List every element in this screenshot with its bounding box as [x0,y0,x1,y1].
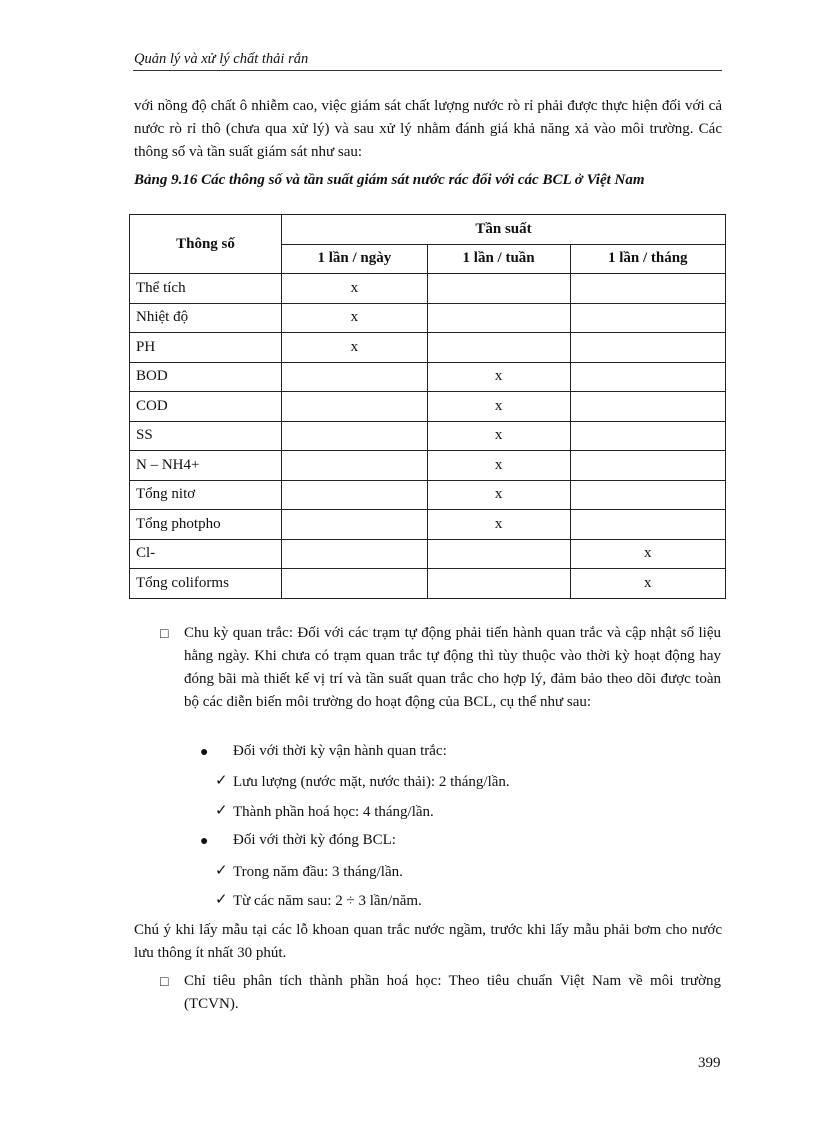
intro-paragraph: với nồng độ chất ô nhiễm cao, việc giám sát chất lượng nước rò rỉ phải được thực hiện đối với cả nước rò rỉ thô (chưa qua xử lý) và sau xử lý nhằm đánh giá khả năng xả vào môi trường. Các thông số và tần suất giám sát như sau: [134,98,722,160]
bullet-dot-icon: ● [200,745,209,760]
box-bullet-icon: □ [160,975,169,990]
freq-cell [282,451,428,481]
table-row [130,421,726,451]
freq-cell [570,510,725,540]
freq-header: Tần suất [282,215,726,245]
checkmark-icon: ✓ [215,773,228,789]
running-header [133,50,722,71]
table-row [130,303,726,333]
sub1-item: Thành phần hoá học: 4 tháng/lần. [233,804,434,820]
param-name: Tổng coliforms [130,569,282,599]
freq-cell: x [427,451,570,481]
param-name: Tổng photpho [130,510,282,540]
freq-cell [282,421,428,451]
table-row [130,451,726,481]
table-row [130,539,726,569]
freq-cell [282,510,428,540]
param-name: BOD [130,362,282,392]
freq-cell [570,480,725,510]
param-name: N – NH4+ [130,451,282,481]
param-name: Tổng nitơ [130,480,282,510]
param-name: PH [130,333,282,363]
table-row [130,392,726,422]
freq-cell [570,451,725,481]
checkmark-icon: ✓ [215,803,228,819]
sub2-title: Đối với thời kỳ đóng BCL: [233,832,396,848]
freq-cell [570,362,725,392]
table-caption: Bảng 9.16 Các thông số và tần suất giám sát nước rác đối với các BCL ở Việt Nam [134,172,645,188]
sub2-item: Từ các năm sau: 2 ÷ 3 lần/năm. [233,893,422,909]
freq-col-header: 1 lần / ngày [282,244,428,274]
freq-cell: x [282,303,428,333]
freq-cell [427,333,570,363]
freq-cell [427,303,570,333]
sub2-item: Trong năm đầu: 3 tháng/lần. [233,864,403,880]
sub1-item: Lưu lượng (nước mặt, nước thải): 2 tháng/lần. [233,774,510,790]
freq-cell [570,421,725,451]
freq-cell: x [427,392,570,422]
bullet1-text: Chu kỳ quan trắc: Đối với các trạm tự động phải tiến hành quan trắc và cập nhật số liệu hằng ngày. Khi chưa có trạm quan trắc tự động thì tùy thuộc vào thời kỳ hoạt động hay đóng bãi mà thiết kế vị trí và tần suất quan trắc cho hợp lý, đảm bảo theo dõi được toàn bộ các diễn biến môi trường do hoạt động của BCL, cụ thể như sau: [184,625,721,710]
header-title: Quản lý và xử lý chất thải rắn [134,51,309,67]
table-row [130,362,726,392]
note-paragraph: Chú ý khi lấy mẫu tại các lỗ khoan quan trắc nước ngầm, trước khi lấy mẫu phải bơm cho nước lưu thông ít nhất 30 phút. [134,922,722,961]
freq-cell [570,274,725,304]
freq-cell [427,274,570,304]
monitoring-table [129,214,726,599]
freq-cell: x [570,539,725,569]
checkmark-icon: ✓ [215,892,228,908]
freq-cell [427,539,570,569]
freq-cell: x [427,421,570,451]
freq-cell [282,569,428,599]
freq-col-header: 1 lần / tuần [427,244,570,274]
freq-cell: x [427,510,570,540]
table-row [130,274,726,304]
freq-cell [282,539,428,569]
freq-cell [570,392,725,422]
table-row [130,510,726,540]
freq-cell [570,333,725,363]
freq-cell: x [427,480,570,510]
table-row [130,333,726,363]
param-header: Thông số [130,215,282,274]
freq-cell: x [570,569,725,599]
table-row [130,480,726,510]
box-bullet-icon: □ [160,627,169,642]
bullet-dot-icon: ● [200,834,209,849]
freq-cell: x [282,333,428,363]
freq-col-header: 1 lần / tháng [570,244,725,274]
freq-cell [570,303,725,333]
freq-cell [282,392,428,422]
bullet2-text: Chỉ tiêu phân tích thành phần hoá học: Theo tiêu chuẩn Việt Nam về môi trường (TCVN). [184,973,721,1012]
param-name: Thể tích [130,274,282,304]
page-number: 399 [698,1055,721,1071]
param-name: Cl- [130,539,282,569]
sub1-title: Đối với thời kỳ vận hành quan trắc: [233,743,447,759]
freq-cell: x [427,362,570,392]
checkmark-icon: ✓ [215,863,228,879]
freq-cell [427,569,570,599]
param-name: SS [130,421,282,451]
freq-cell [282,480,428,510]
freq-cell [282,362,428,392]
table-row [130,569,726,599]
freq-cell: x [282,274,428,304]
param-name: Nhiệt độ [130,303,282,333]
param-name: COD [130,392,282,422]
